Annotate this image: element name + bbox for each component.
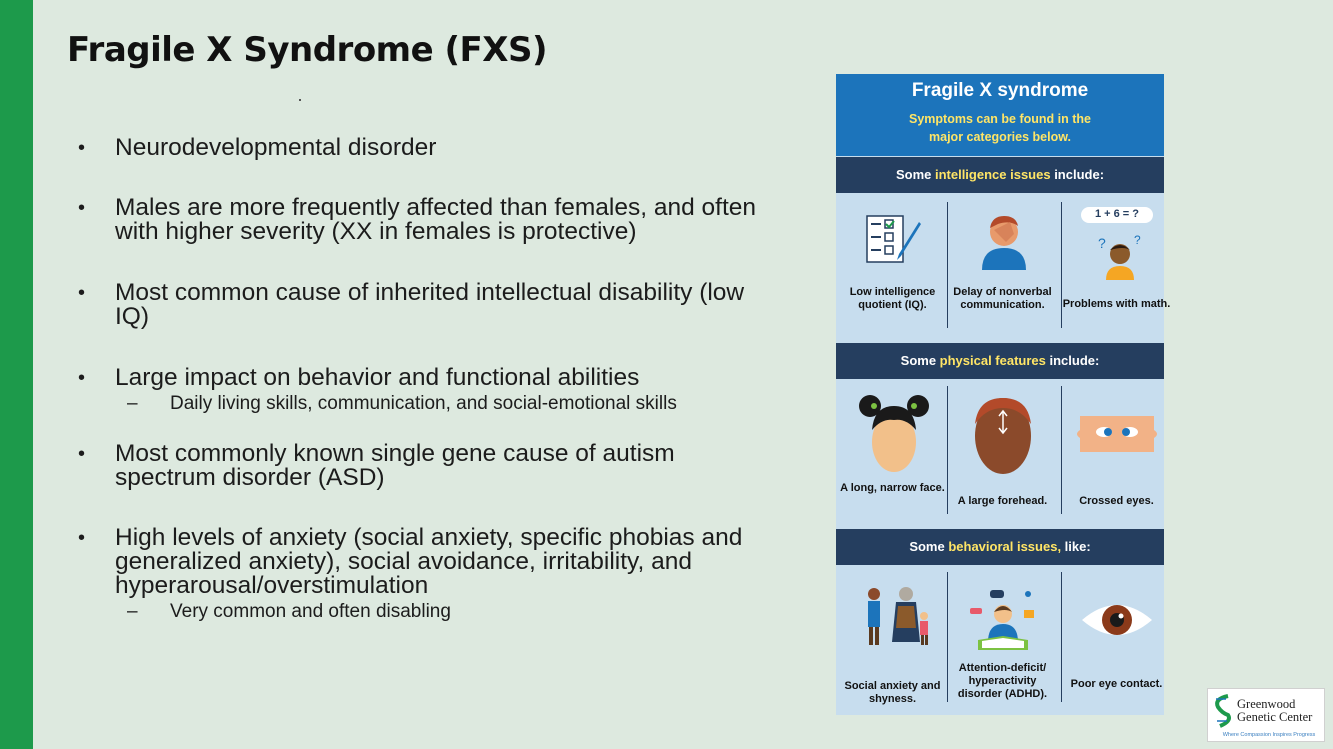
symptom-cell xyxy=(838,380,947,520)
band-highlight: behavioral issues, xyxy=(948,539,1062,554)
section-band-intelligence xyxy=(836,157,1164,193)
band-highlight: intelligence issues xyxy=(934,167,1051,182)
confused-child-math-icon xyxy=(1096,230,1144,280)
band-suffix: include: xyxy=(1050,167,1105,182)
symptom-cell xyxy=(948,380,1057,520)
bullet-item xyxy=(78,526,778,623)
band-prefix: Some xyxy=(895,167,935,182)
svg-text:?: ? xyxy=(1098,235,1106,251)
logo-tagline: Where Compassion Inspires Progress xyxy=(1222,732,1316,738)
symptom-caption: Social anxiety and shyness. xyxy=(844,680,941,705)
large-forehead-icon xyxy=(970,394,1036,476)
math-problem: 1 + 6 = ? xyxy=(1094,208,1140,220)
dna-helix-icon xyxy=(1212,693,1234,729)
symptom-caption: Attention-deficit/ hyperactivity disorder (ADHD). xyxy=(957,662,1048,700)
symptom-cell xyxy=(838,566,947,714)
bullet-item xyxy=(78,281,778,329)
sub-bullet: – Daily living skills, communication, and social-emotional skills xyxy=(127,393,778,415)
symptom-cell xyxy=(1062,380,1171,520)
infographic-subtitle xyxy=(836,110,1164,146)
bullet-item xyxy=(78,196,778,244)
distracted-student-icon xyxy=(960,586,1046,652)
symptom-cell xyxy=(838,194,947,334)
symptom-cell xyxy=(1062,566,1171,714)
slide-title: Fragile X Syndrome (FXS) xyxy=(67,30,548,70)
bullet-text: Large impact on behavior and functional abilities xyxy=(115,364,640,391)
symptom-caption: Poor eye contact. xyxy=(1070,678,1163,690)
long-face-icon xyxy=(856,392,932,474)
bullet-text: Males are more frequently affected than females, and often with higher severity (XX in females is protective) xyxy=(115,194,757,245)
symptom-cell xyxy=(948,566,1057,714)
bullet-item xyxy=(78,136,778,160)
accent-bar xyxy=(0,0,33,749)
symptom-caption: Problems with math. xyxy=(1062,298,1171,310)
band-suffix: like: xyxy=(1061,539,1091,554)
symptom-cell xyxy=(1062,194,1171,334)
symptom-cell xyxy=(948,194,1057,334)
subtitle-line: major categories below. xyxy=(929,130,1071,144)
stray-dot xyxy=(299,99,301,101)
logo-name xyxy=(1237,698,1325,724)
symptom-caption: Delay of nonverbal communication. xyxy=(953,286,1052,311)
greenwood-genetic-center-logo xyxy=(1207,688,1325,742)
band-highlight: physical features xyxy=(939,353,1046,368)
eye-icon xyxy=(1080,598,1154,642)
fragile-x-infographic xyxy=(836,74,1171,715)
face-palm-person-icon xyxy=(976,210,1032,270)
bullet-text: Most common cause of inherited intellectual disability (low IQ) xyxy=(115,279,745,330)
band-prefix: Some xyxy=(900,353,940,368)
infographic-title: Fragile X syndrome xyxy=(911,80,1089,101)
symptom-caption: A long, narrow face. xyxy=(840,482,945,494)
symptom-caption: Low intelligence quotient (IQ). xyxy=(849,286,936,311)
infographic-header xyxy=(836,74,1164,156)
symptom-caption: A large forehead. xyxy=(957,495,1048,507)
sub-bullet: – Very common and often disabling xyxy=(127,601,778,623)
section-band-physical xyxy=(836,343,1164,379)
checklist-icon xyxy=(863,210,927,266)
bullet-text: High levels of anxiety (social anxiety, specific phobias and generalized anxiety), social avoidance, irritability, and hyperarousal/overstimulation xyxy=(115,524,743,599)
bullet-item xyxy=(78,366,778,415)
shy-family-icon xyxy=(856,584,936,654)
bullet-text: Neurodevelopmental disorder xyxy=(115,134,437,161)
band-suffix: include: xyxy=(1045,353,1100,368)
subtitle-line: Symptoms can be found in the xyxy=(909,112,1091,126)
band-prefix: Some xyxy=(909,539,949,554)
bullet-list xyxy=(78,136,778,623)
bullet-item xyxy=(78,442,778,490)
symptom-caption: Crossed eyes. xyxy=(1079,495,1154,507)
logo-line: Genetic Center xyxy=(1237,710,1313,724)
bullet-text: Most commonly known single gene cause of autism spectrum disorder (ASD) xyxy=(115,440,675,491)
svg-text:?: ? xyxy=(1134,233,1141,247)
logo-line: Greenwood xyxy=(1237,697,1296,711)
section-band-behavioral xyxy=(836,529,1164,565)
crossed-eyes-icon xyxy=(1074,414,1160,454)
